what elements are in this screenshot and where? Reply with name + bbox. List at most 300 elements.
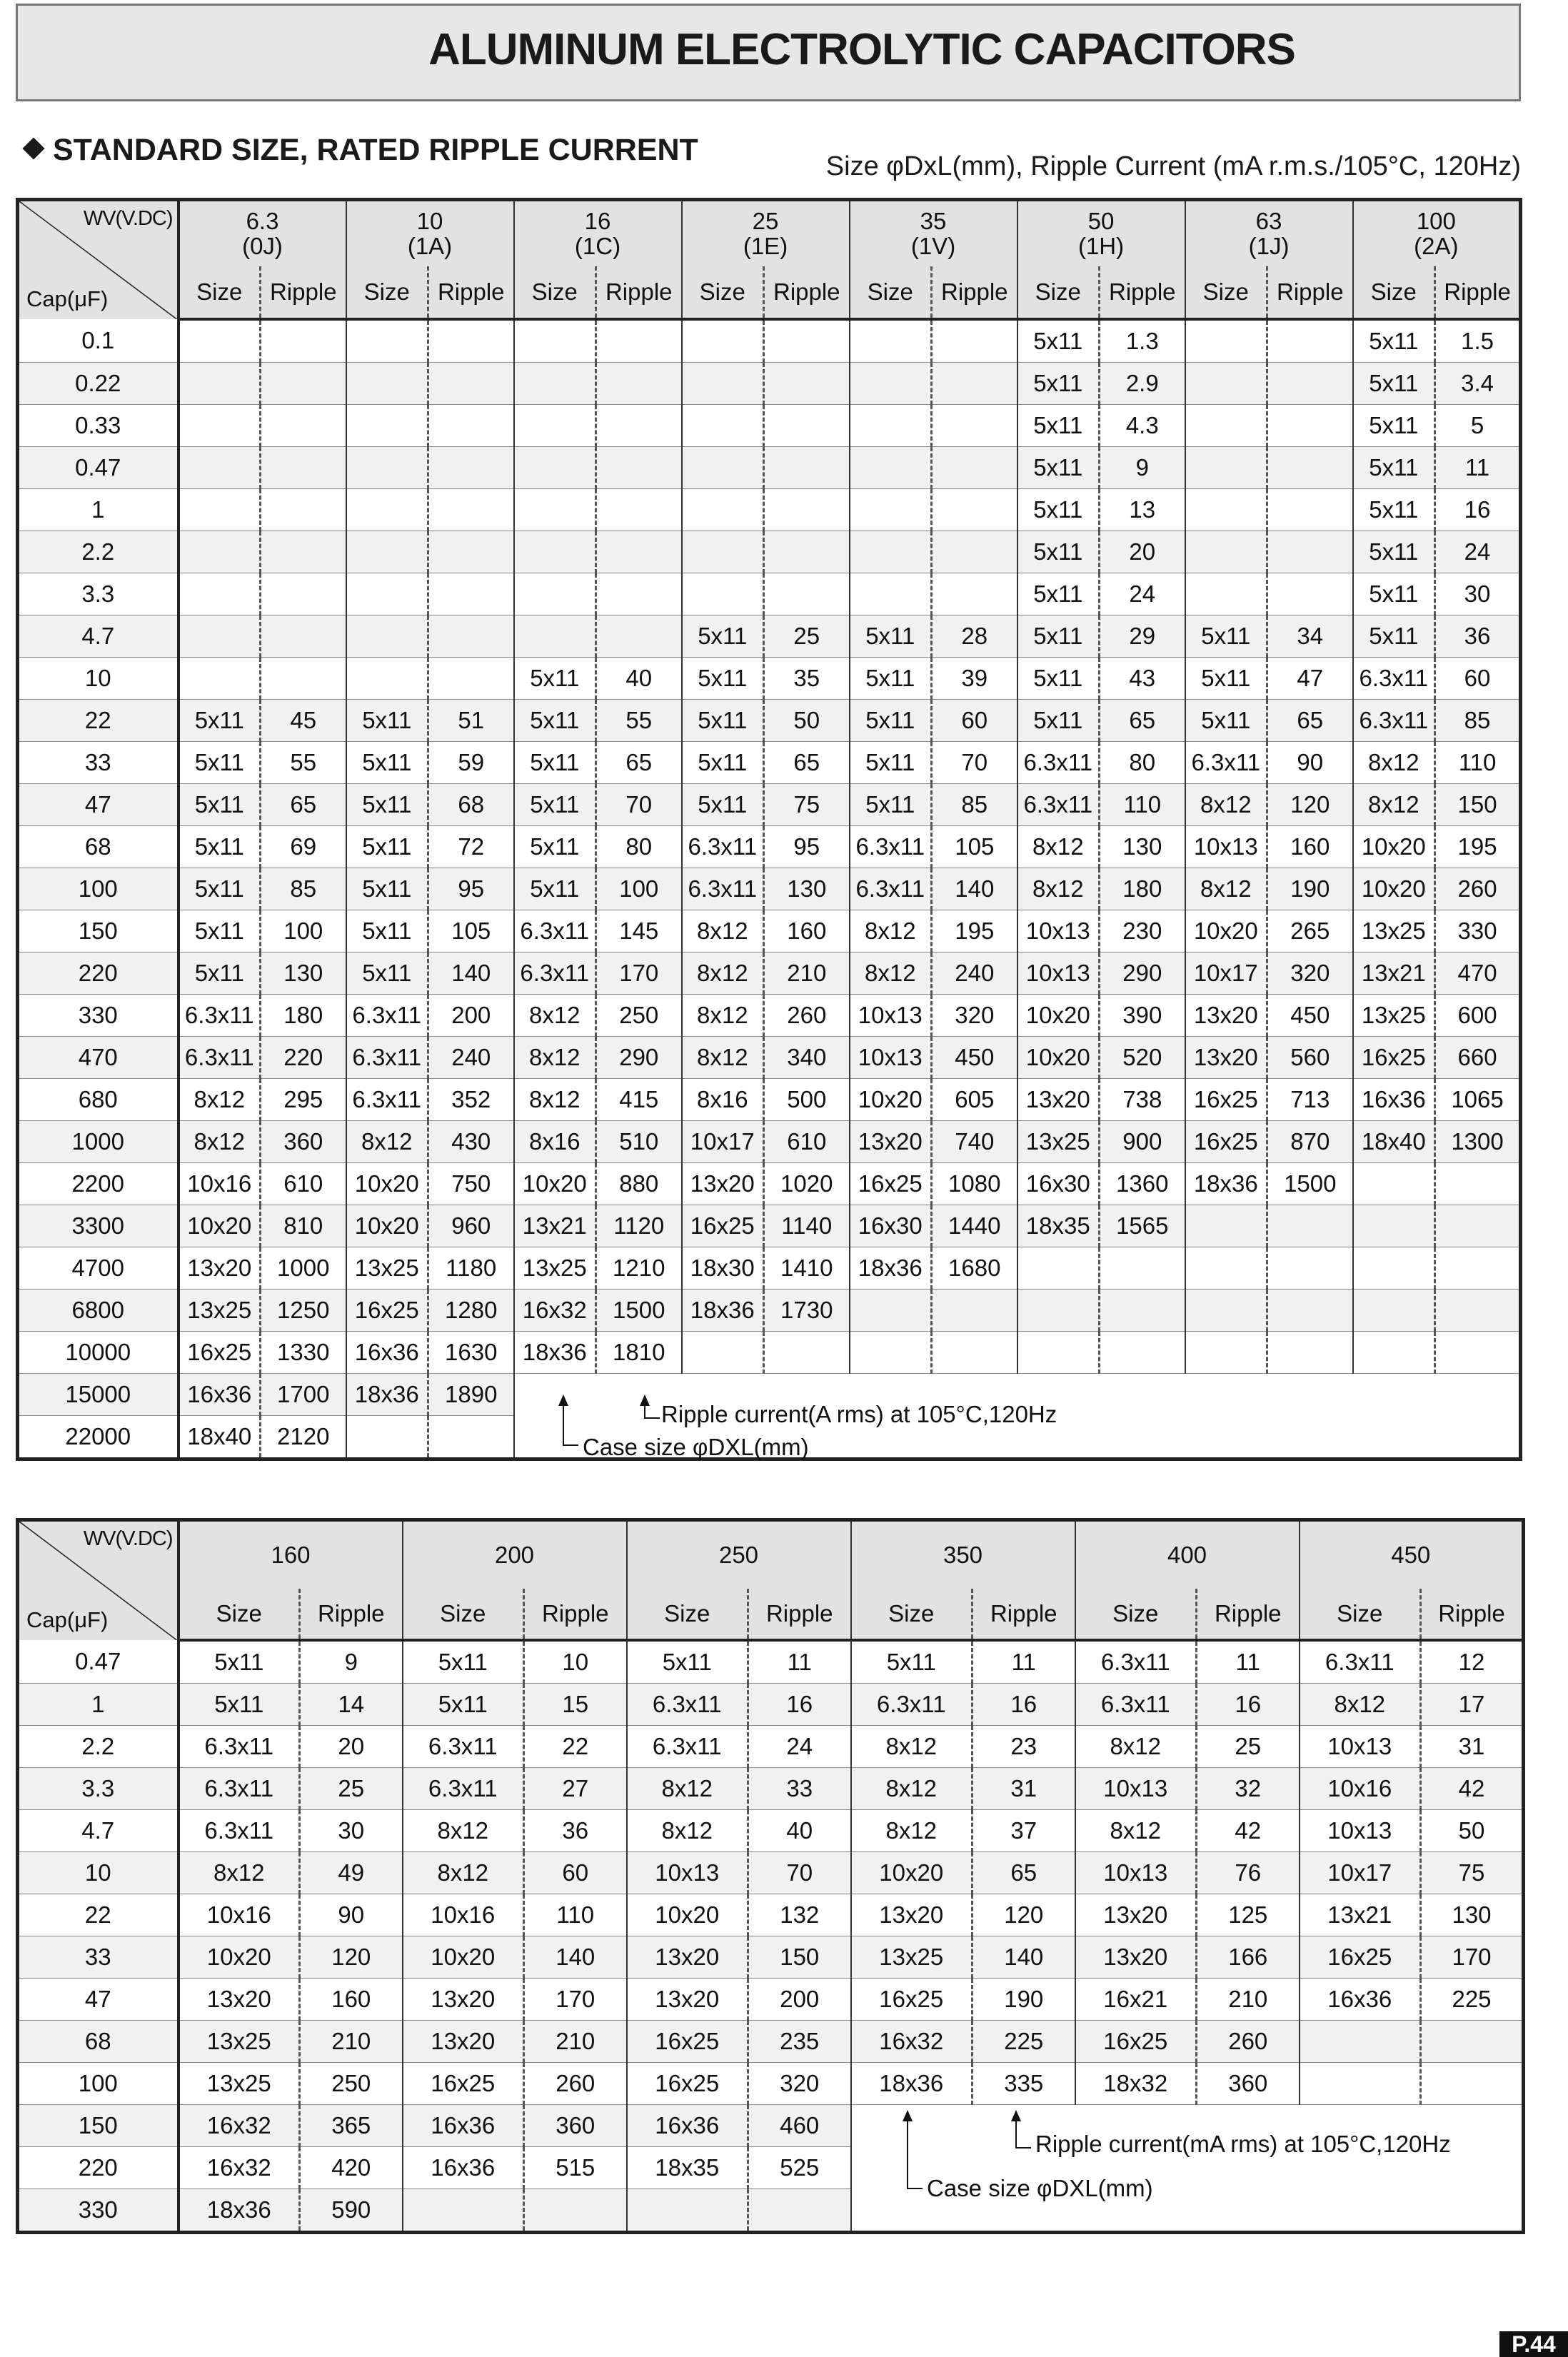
size-cell: 13x20 [1075,1936,1197,1979]
ripple-cell: 352 [428,1079,514,1121]
size-cell: 6.3x11 [179,995,261,1037]
size-cell: 8x12 [682,953,764,995]
size-cell: 10x16 [179,1894,300,1936]
voltage-header [627,1520,851,1589]
size-cell [850,363,932,405]
ripple-cell: 24 [1435,531,1521,573]
ripple-cell: 47 [1267,658,1353,700]
ripple-cell: 713 [1267,1079,1353,1121]
ripple-cell: 1500 [596,1290,682,1332]
size-cell: 13x20 [179,1247,261,1290]
ripple-cell: 290 [1100,953,1185,995]
capacitance-cell: 2.2 [18,531,179,573]
size-cell: 13x20 [1185,1037,1267,1079]
table-row [18,1037,1521,1079]
case-legend-text: Case size φDXL(mm) [583,1434,809,1460]
ripple-cell: 600 [1435,995,1521,1037]
ripple-cell: 145 [596,910,682,953]
size-cell: 16x25 [627,2021,748,2063]
size-cell: 5x11 [1017,658,1100,700]
voltage-code: (1A) [407,232,453,259]
ripple-cell [596,319,682,363]
size-cell: 5x11 [403,1684,524,1726]
size-cell [850,531,932,573]
ripple-cell: 70 [748,1852,851,1894]
size-cell [346,658,428,700]
ripple-cell: 70 [596,784,682,826]
size-cell [682,363,764,405]
ripple-cell: 810 [261,1205,346,1247]
size-cell: 6.3x11 [346,995,428,1037]
size-cell: 5x11 [514,742,596,784]
capacitance-cell: 0.1 [18,319,179,363]
size-cell [1185,363,1267,405]
ripple-cell: 120 [1267,784,1353,826]
table-row [18,573,1521,615]
size-cell: 6.3x11 [346,1079,428,1121]
size-cell [179,319,261,363]
ripple-cell: 20 [300,1726,403,1768]
size-cell [1300,2063,1421,2105]
size-cell: 5x11 [1017,319,1100,363]
size-cell: 10x16 [403,1894,524,1936]
size-cell: 5x11 [1353,447,1435,489]
size-cell [1185,1205,1267,1247]
size-cell [346,405,428,447]
ripple-cell: 360 [524,2105,627,2147]
ripple-cell: 120 [973,1894,1075,1936]
size-cell: 5x11 [514,784,596,826]
ripple-cell: 260 [524,2063,627,2105]
size-cell [850,319,932,363]
units-note: Size φDxL(mm), Ripple Current (mA r.m.s./105°C, 120Hz) [825,151,1521,181]
ripple-cell: 11 [1435,447,1521,489]
voltage-header-row [18,200,1521,267]
ripple-cell: 415 [596,1079,682,1121]
ripple-cell [1100,1247,1185,1290]
ripple-arrow-line [1015,2120,1017,2147]
ripple-cell: 55 [596,700,682,742]
size-cell [1017,1290,1100,1332]
size-cell: 16x36 [627,2105,748,2147]
capacitance-cell: 0.22 [18,363,179,405]
size-cell: 5x11 [179,1640,300,1684]
size-cell: 10x17 [682,1121,764,1163]
size-cell: 8x12 [682,995,764,1037]
size-cell: 6.3x11 [403,1726,524,1768]
table-row [18,826,1521,868]
ripple-cell: 16 [748,1684,851,1726]
ripple-cell: 320 [1267,953,1353,995]
ripple-cell: 110 [524,1894,627,1936]
ripple-cell: 460 [748,2105,851,2147]
size-cell [1017,1247,1100,1290]
size-cell [1185,1290,1267,1332]
ripple-cell: 1330 [261,1332,346,1374]
ripple-cell: 140 [973,1936,1075,1979]
size-cell: 5x11 [179,742,261,784]
capacitance-cell: 10000 [18,1332,179,1374]
size-cell: 16x25 [1300,1936,1421,1979]
size-cell: 16x32 [851,2021,973,2063]
ripple-cell [261,319,346,363]
size-cell: 13x20 [850,1121,932,1163]
capacitance-cell: 0.33 [18,405,179,447]
ripple-cell: 4.3 [1100,405,1185,447]
size-cell: 8x12 [851,1768,973,1810]
size-cell: 5x11 [1185,658,1267,700]
ripple-cell: 335 [973,2063,1075,2105]
ripple-cell: 42 [1421,1768,1524,1810]
ripple-cell [1100,1290,1185,1332]
ripple-cell: 25 [1197,1726,1300,1768]
table-row [18,1894,1524,1936]
ripple-cell: 240 [932,953,1017,995]
ripple-cell: 1410 [764,1247,850,1290]
size-cell: 18x40 [1353,1121,1435,1163]
size-cell: 5x11 [1185,700,1267,742]
ripple-cell: 880 [596,1163,682,1205]
size-cell [346,1416,428,1459]
voltage-code: (1C) [574,232,621,259]
ripple-cell: 130 [1421,1894,1524,1936]
size-cell: 13x20 [403,1979,524,2021]
ripple-cell [764,447,850,489]
ripple-cell: 738 [1100,1079,1185,1121]
voltage-value: 100 [1416,207,1456,234]
size-cell: 10x13 [1017,953,1100,995]
size-cell: 16x25 [851,1979,973,2021]
size-cell: 5x11 [179,826,261,868]
capacitance-cell: 6800 [18,1290,179,1332]
size-cell: 13x21 [514,1205,596,1247]
ripple-cell [1267,1205,1353,1247]
ripple-cell: 200 [428,995,514,1037]
ripple-cell [596,405,682,447]
ripple-cell: 37 [973,1810,1075,1852]
size-cell: 5x11 [514,658,596,700]
size-column-header: Size [179,266,261,319]
table-row [18,700,1521,742]
voltage-header [682,200,850,267]
size-cell: 8x12 [179,1852,300,1894]
ripple-cell [932,363,1017,405]
ripple-cell [428,1416,514,1459]
ripple-cell: 80 [596,826,682,868]
ripple-cell: 190 [973,1979,1075,2021]
ripple-cell: 45 [261,700,346,742]
ripple-cell: 260 [1435,868,1521,910]
size-cell: 13x21 [1300,1894,1421,1936]
size-cell: 5x11 [1353,615,1435,658]
ripple-cell: 450 [1267,995,1353,1037]
size-cell: 5x11 [1017,573,1100,615]
size-cell: 5x11 [1017,700,1100,742]
ripple-cell: 1.5 [1435,319,1521,363]
size-cell: 8x16 [514,1121,596,1163]
ripple-cell: 2.9 [1100,363,1185,405]
ripple-cell: 49 [300,1852,403,1894]
ripple-cell [1421,2021,1524,2063]
size-cell [403,2189,524,2233]
capacitance-cell: 47 [18,784,179,826]
size-cell: 5x11 [346,868,428,910]
ripple-cell: 42 [1197,1810,1300,1852]
ripple-cell: 1500 [1267,1163,1353,1205]
size-cell: 13x20 [403,2021,524,2063]
ripple-cell [596,531,682,573]
size-cell: 16x25 [403,2063,524,2105]
ripple-cell: 11 [973,1640,1075,1684]
size-cell: 8x12 [1185,784,1267,826]
size-cell: 5x11 [1017,405,1100,447]
voltage-value: 63 [1255,207,1282,234]
ripple-cell: 75 [1421,1852,1524,1894]
size-cell: 10x20 [1353,868,1435,910]
table-row [18,447,1521,489]
ripple-cell: 125 [1197,1894,1300,1936]
size-cell: 5x11 [514,868,596,910]
size-cell: 10x20 [179,1205,261,1247]
ripple-cell: 33 [748,1768,851,1810]
page-number: P.44 [1499,2331,1568,2357]
ripple-cell: 450 [932,1037,1017,1079]
ripple-cell: 340 [764,1037,850,1079]
size-cell: 5x11 [1353,405,1435,447]
ripple-cell [1267,1332,1353,1374]
ripple-cell: 1065 [1435,1079,1521,1121]
size-cell [346,573,428,615]
ripple-cell: 130 [764,868,850,910]
capacitance-cell: 10 [18,1852,179,1894]
size-cell [1185,1332,1267,1374]
size-cell: 8x12 [179,1079,261,1121]
ripple-cell: 180 [261,995,346,1037]
ripple-cell: 605 [932,1079,1017,1121]
ripple-cell [1435,1332,1521,1374]
ripple-cell: 900 [1100,1121,1185,1163]
size-cell [514,447,596,489]
table-row [18,1979,1524,2021]
ripple-cell: 1250 [261,1290,346,1332]
ripple-column-header: Ripple [748,1589,851,1640]
size-cell: 10x13 [1017,910,1100,953]
ripple-cell: 250 [300,2063,403,2105]
voltage-code: (1V) [910,232,956,259]
size-cell [1185,531,1267,573]
capacitance-axis-label: Cap(μF) [26,286,109,311]
ripple-cell [261,447,346,489]
table-row [18,784,1521,826]
table-row [18,1726,1524,1768]
ripple-cell: 65 [1267,700,1353,742]
size-column-header: Size [1353,266,1435,319]
size-column-header: Size [514,266,596,319]
size-cell [850,489,932,531]
ripple-cell: 25 [300,1768,403,1810]
table-row [18,2021,1524,2063]
ripple-cell [596,363,682,405]
capacitance-cell: 1 [18,1684,179,1726]
ripple-cell: 160 [300,1979,403,2021]
capacitance-cell: 3.3 [18,1768,179,1810]
ripple-cell: 1.3 [1100,319,1185,363]
ripple-cell: 150 [748,1936,851,1979]
ripple-cell: 960 [428,1205,514,1247]
case-arrow-foot [907,2188,923,2189]
size-column-header: Size [1300,1589,1421,1640]
size-cell: 5x11 [1017,363,1100,405]
ripple-cell [764,319,850,363]
ripple-cell: 295 [261,1079,346,1121]
size-cell: 8x12 [1353,742,1435,784]
size-cell: 18x36 [1185,1163,1267,1205]
table-row [18,1936,1524,1979]
voltage-header [851,1520,1075,1589]
ripple-cell: 1300 [1435,1121,1521,1163]
ripple-cell [1267,1290,1353,1332]
table-row [18,868,1521,910]
ripple-cell [428,319,514,363]
ripple-cell: 360 [1197,2063,1300,2105]
size-cell: 16x21 [1075,1979,1197,2021]
size-cell: 6.3x11 [1017,784,1100,826]
voltage-value: 450 [1391,1541,1431,1568]
ripple-cell: 610 [261,1163,346,1205]
table-row [18,1640,1524,1684]
size-cell: 5x11 [179,953,261,995]
size-cell: 5x11 [682,658,764,700]
ripple-cell: 60 [932,700,1017,742]
size-cell: 5x11 [179,910,261,953]
ripple-cell: 39 [932,658,1017,700]
ripple-cell [764,489,850,531]
section-heading-text: STANDARD SIZE, RATED RIPPLE CURRENT [53,133,698,167]
size-cell: 10x13 [850,1037,932,1079]
ripple-cell [1267,1247,1353,1290]
ripple-cell [428,447,514,489]
ripple-arrow-foot [1015,2147,1031,2149]
size-column-header: Size [1017,266,1100,319]
capacitance-cell: 2.2 [18,1726,179,1768]
size-cell: 13x25 [179,2021,300,2063]
size-cell: 5x11 [1353,363,1435,405]
size-cell: 13x20 [1017,1079,1100,1121]
ripple-cell: 50 [764,700,850,742]
ripple-cell [261,615,346,658]
size-cell: 16x30 [1017,1163,1100,1205]
ripple-column-header: Ripple [764,266,850,319]
ripple-cell: 520 [1100,1037,1185,1079]
ripple-cell [932,531,1017,573]
size-cell: 8x12 [514,1079,596,1121]
ripple-cell: 17 [1421,1684,1524,1726]
capacitance-cell: 3.3 [18,573,179,615]
size-cell [627,2189,748,2233]
size-cell: 6.3x11 [850,826,932,868]
size-cell: 8x12 [1353,784,1435,826]
size-cell: 10x13 [1185,826,1267,868]
ripple-cell: 65 [261,784,346,826]
ripple-cell: 27 [524,1768,627,1810]
size-cell: 13x21 [1353,953,1435,995]
size-cell [346,363,428,405]
ripple-cell [1435,1205,1521,1247]
ripple-cell [764,405,850,447]
size-cell: 13x25 [179,2063,300,2105]
size-cell: 16x25 [1185,1079,1267,1121]
table-row [18,1768,1524,1810]
voltage-value: 250 [718,1541,759,1568]
ripple-cell: 40 [748,1810,851,1852]
voltage-header [1017,200,1185,267]
size-cell: 18x36 [514,1332,596,1374]
capacitance-cell: 0.47 [18,447,179,489]
ripple-cell: 260 [1197,2021,1300,2063]
ripple-cell: 16 [973,1684,1075,1726]
table-row [18,742,1521,784]
size-column-header: Size [346,266,428,319]
ripple-cell: 95 [428,868,514,910]
ripple-cell [1267,531,1353,573]
capacitance-cell: 150 [18,2105,179,2147]
table-row [18,489,1521,531]
ripple-cell: 51 [428,700,514,742]
size-cell [179,363,261,405]
ripple-cell: 170 [524,1979,627,2021]
capacitance-cell: 33 [18,1936,179,1979]
table-row [18,1205,1521,1247]
table-row [18,319,1521,363]
size-cell [514,405,596,447]
ripple-column-header: Ripple [973,1589,1075,1640]
ripple-cell [1435,1247,1521,1290]
ripple-cell: 500 [764,1079,850,1121]
voltage-header [1300,1520,1524,1589]
ripple-cell: 40 [596,658,682,700]
table-row [18,1332,1521,1374]
ripple-cell: 195 [1435,826,1521,868]
size-cell: 6.3x11 [514,910,596,953]
size-cell: 8x12 [1017,826,1100,868]
voltage-header [850,200,1017,267]
capacitance-cell: 68 [18,826,179,868]
case-arrow-foot [563,1444,578,1446]
size-cell [346,489,428,531]
ripple-cell [764,1332,850,1374]
size-cell [850,1332,932,1374]
ripple-cell: 1440 [932,1205,1017,1247]
size-cell: 10x20 [403,1936,524,1979]
ripple-cell [1435,1163,1521,1205]
size-column-header: Size [1075,1589,1197,1640]
ripple-cell: 65 [764,742,850,784]
size-cell: 5x11 [179,1684,300,1726]
size-cell [514,573,596,615]
capacitance-cell: 3300 [18,1205,179,1247]
ripple-cell: 85 [932,784,1017,826]
ripple-cell: 1140 [764,1205,850,1247]
size-cell: 8x12 [514,995,596,1037]
size-cell [514,615,596,658]
size-cell: 16x30 [850,1205,932,1247]
ripple-cell: 750 [428,1163,514,1205]
size-cell [514,489,596,531]
size-cell: 13x20 [1185,995,1267,1037]
voltage-value: 10 [416,207,443,234]
ripple-cell: 85 [261,868,346,910]
size-cell: 10x20 [1185,910,1267,953]
